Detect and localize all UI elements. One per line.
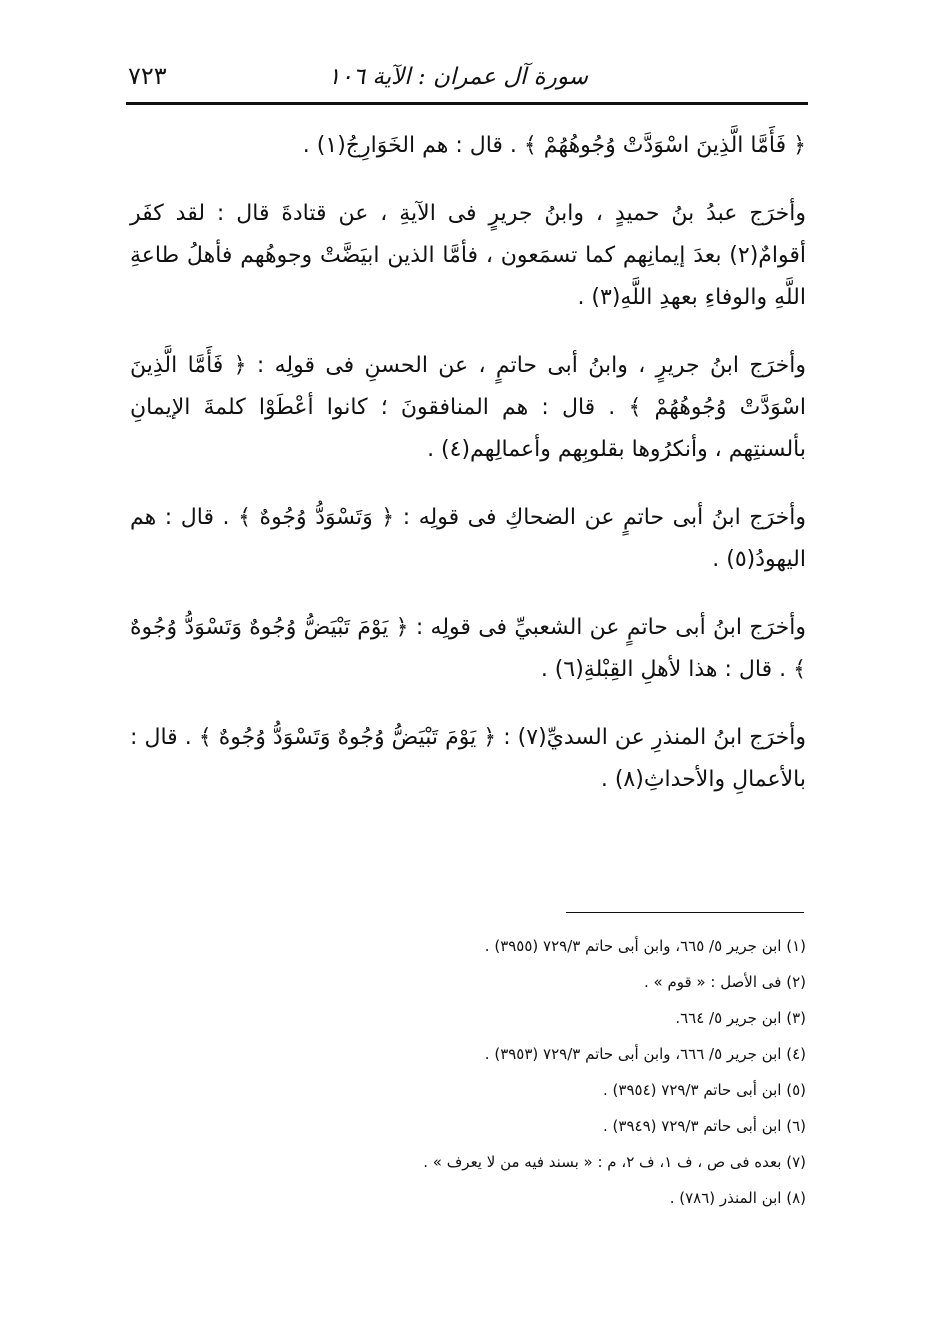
paragraph: ﴿ فَأَمَّا الَّذِينَ اسْوَدَّتْ وُجُوهُهُمْ ﴾ . قال : هم الخَوَارِجُ(١) . — [302, 133, 806, 158]
paragraph: وأخرَج ابنُ جريرٍ ، وابنُ أبى حاتمٍ ، عن الحسنِ فى قولِه : ﴿ فَأَمَّا الَّذِينَ اسْوَدَّتْ وُجُوهُهُمْ ﴾ . قال : هم المنافقونَ ؛ كانوا أعْطَوْا كلمةَ الإيمانِ بألسنتِهم ، وأنكرُوها بقلوبِهم وأعمالِهم(٤) . — [130, 353, 806, 462]
surah-title: سورة آل عمران : الآية ١٠٦ — [327, 64, 588, 90]
running-header — [128, 52, 808, 100]
paragraph: وأخرَج ابنُ أبى حاتمٍ عن الضحاكِ فى قولِه : ﴿ وَتَسْوَدُّ وُجُوهٌ ﴾ . قال : هم اليهودُ(٥) . — [130, 505, 806, 572]
footnote: (٢) فى الأصل : « قوم » . — [643, 973, 806, 991]
header-rule — [126, 102, 808, 105]
footnotes-list — [130, 928, 806, 1216]
footnote: (٨) ابن المنذر (٧٨٦) . — [669, 1189, 806, 1207]
paragraph: وأخرَج ابنُ أبى حاتمٍ عن الشعبيِّ فى قولِه : ﴿ يَوْمَ تَبْيَضُّ وُجُوهٌ وَتَسْوَدُّ وُجُوهٌ ﴾ . قال : هذا لأهلِ القِبْلةِ(٦) . — [130, 615, 806, 682]
footnote: (٥) ابن أبى حاتم ٧٢٩/٣ (٣٩٥٤) . — [603, 1081, 806, 1099]
footnote: (٣) ابن جرير ٥/ ٦٦٤. — [675, 1009, 806, 1027]
footnote: (١) ابن جرير ٥/ ٦٦٥، وابن أبى حاتم ٧٢٩/٣ (٣٩٥٥) . — [484, 937, 806, 955]
footnote: (٧) بعده فى ص ، ف ١، ف ٢، م : « بسند فيه من لا يعرف » . — [423, 1153, 806, 1171]
paragraph: وأخرَج عبدُ بنُ حميدٍ ، وابنُ جريرٍ فى الآيةِ ، عن قتادةَ قال : لقد كفَر أقوامٌ(٢) بعدَ إيمانِهم كما تسمَعون ، فأمَّا الذين ابيَضَّتْ وجوهُهم فأهلُ طاعةِ اللَّهِ والوفاءِ بعهدِ اللَّهِ(٣) . — [130, 201, 806, 310]
main-text — [130, 125, 806, 827]
page-number: ٧٢٣ — [128, 62, 167, 90]
footnote: (٤) ابن جرير ٥/ ٦٦٦، وابن أبى حاتم ٧٢٩/٣ (٣٩٥٣) . — [484, 1045, 806, 1063]
paragraph: وأخرَج ابنُ المنذرِ عن السديِّ(٧) : ﴿ يَوْمَ تَبْيَضُّ وُجُوهٌ وَتَسْوَدُّ وُجُوهٌ ﴾ . قال : بالأعمالِ والأحداثِ(٨) . — [130, 725, 806, 792]
footnote: (٦) ابن أبى حاتم ٧٢٩/٣ (٣٩٤٩) . — [603, 1117, 806, 1135]
footnote-divider — [566, 912, 804, 913]
